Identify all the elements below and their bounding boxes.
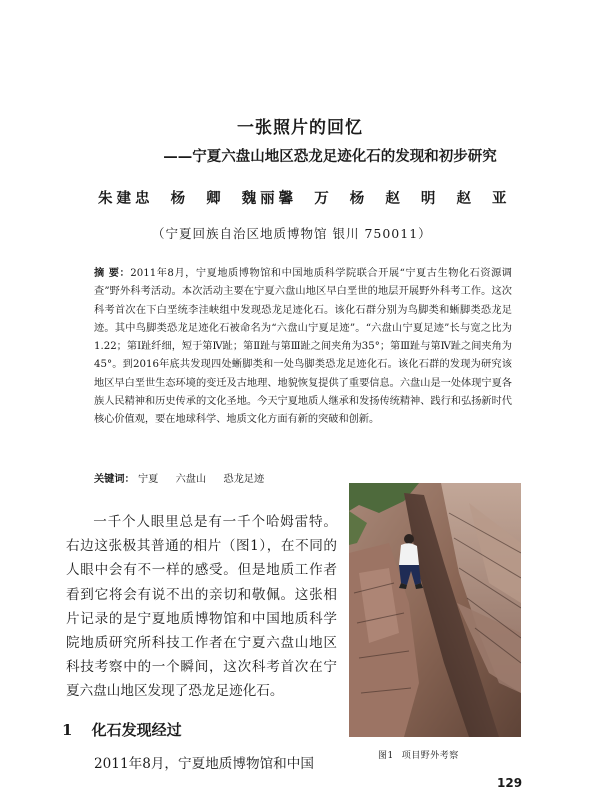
author-name: 魏丽馨 xyxy=(241,190,298,207)
section-number: 1 xyxy=(62,721,73,739)
keyword: 宁夏 xyxy=(138,474,159,485)
field-photo xyxy=(349,483,521,737)
affiliation: （宁夏回族自治区地质博物馆 银川 750011） xyxy=(152,226,432,241)
section-title: 化石发现经过 xyxy=(91,721,182,739)
article-subtitle: ——宁夏六盘山地区恐龙足迹化石的发现和初步研究 xyxy=(163,148,497,165)
figure-caption-text: 项目野外考察 xyxy=(401,751,459,761)
keyword: 六盘山 xyxy=(175,474,207,485)
figure-label: 图1 xyxy=(378,751,394,761)
author-name: 赵 明 xyxy=(385,190,440,207)
author-name: 万 杨 xyxy=(314,190,369,207)
author-name: 杨 卿 xyxy=(170,190,225,207)
keywords-label: 关键词： xyxy=(94,473,135,485)
abstract xyxy=(94,264,512,430)
figure-caption xyxy=(378,748,508,761)
page-number: 129 xyxy=(497,776,523,790)
abstract-label: 摘 要： xyxy=(94,267,131,279)
article-title: 一张照片的回忆 xyxy=(237,118,363,138)
body-paragraph-continued: 2011年8月，宁夏地质博物馆和中国 xyxy=(94,756,314,772)
author-name: 赵 亚 xyxy=(456,190,511,207)
keyword: 恐龙足迹 xyxy=(223,474,265,485)
abstract-text: 2011年8月，宁夏地质博物馆和中国地质科学院联合开展“宁夏古生物化石资源调查”野外科考活动。本次活动主要在宁夏六盘山地区早白垩世的地层开展野外科考工作。这次科考首次在下白垩统李洼峡组中发现恐龙足迹化石。该化石群分别为鸟脚类和蜥脚类恐龙足迹。其中鸟脚类恐龙足迹化石被命名为“六盘山宁夏足迹”。“六盘山宁夏足迹”长与宽之比为1.22；第Ⅰ趾纤细，短于第Ⅳ趾；第Ⅱ趾与第Ⅲ趾之间夹角为35°；第Ⅲ趾与第Ⅳ趾之间夹角为45°。到2016年底共发现四处蜥脚类和一处鸟脚类恐龙足迹化石。该化石群的发现为研究该地区早白垩世生态环境的变迁及古地理、地貌恢复提供了重要信息。六盘山是一处体现宁夏各族人民精神和历史传承的文化圣地。今天宁夏地质人继承和发扬传统精神、践行和弘扬新时代核心价值观，要在地球科学、地质文化方面有新的突破和创新。 xyxy=(94,268,512,426)
section-heading xyxy=(62,719,342,740)
author-name: 朱建忠 xyxy=(98,190,154,207)
body-paragraph: 一千个人眼里总是有一千个哈姆雷特。右边这张极其普通的相片（图1），在不同的人眼中会有不一样的感受。但是地质工作者看到它将会有说不出的亲切和敬佩。这张相片记录的是宁夏地质博物馆和中国地质科学院地质研究所科技工作者在宁夏六盘山地区科技考察中的一个瞬间，这次科考首次在宁夏六盘山地区发现了恐龙足迹化石。 xyxy=(66,514,337,700)
author-list xyxy=(98,187,538,208)
